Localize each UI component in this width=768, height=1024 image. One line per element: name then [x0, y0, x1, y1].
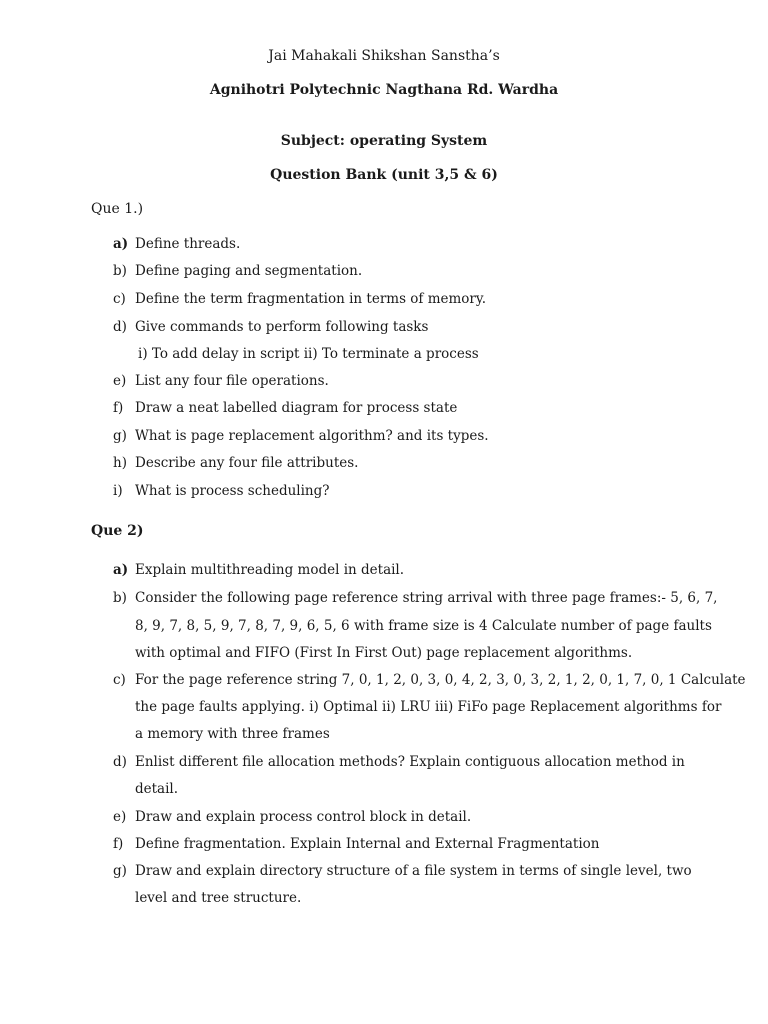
item-letter: a)	[113, 236, 129, 252]
item-letter: e)	[113, 809, 127, 825]
institute-name: Agnihotri Polytechnic Nagthana Rd. Wardha	[209, 82, 559, 98]
trust-name: Jai Mahakali Shikshan Sanstha’s	[268, 48, 500, 64]
que1-label: Que 1.)	[91, 201, 144, 217]
item-letter: c)	[113, 672, 126, 688]
item-text: Describe any four file attributes.	[135, 455, 359, 471]
item-letter: g)	[113, 863, 127, 879]
item-text: Draw a neat labelled diagram for process state	[135, 400, 458, 416]
item-letter: b)	[113, 263, 127, 279]
item-letter: a)	[113, 562, 129, 578]
que2-item-b-line3: with optimal and FIFO (First In First Out) page replacement algorithms.	[135, 645, 633, 661]
item-text: Define threads.	[135, 236, 241, 252]
item-letter: g)	[113, 428, 127, 444]
item-letter: i)	[113, 483, 123, 499]
item-text: Draw and explain process control block in detail.	[135, 809, 472, 825]
item-text: Define paging and segmentation.	[135, 263, 363, 279]
que2-item-b-line2: 8, 9, 7, 8, 5, 9, 7, 8, 7, 9, 6, 5, 6 with frame size is 4 Calculate number of page faults	[135, 618, 712, 634]
item-text: Give commands to perform following tasks	[135, 319, 429, 335]
item-text: What is process scheduling?	[135, 483, 330, 499]
item-text: Consider the following page reference string arrival with three page frames:- 5, 6, 7,	[135, 590, 718, 606]
que2-item-c-line2: the page faults applying. i) Optimal ii) LRU iii) FiFo page Replacement algorithms for	[135, 699, 722, 715]
item-letter: h)	[113, 455, 127, 471]
item-letter: e)	[113, 373, 127, 389]
item-letter: c)	[113, 291, 126, 307]
item-text: Draw and explain directory structure of a file system in terms of single level, two	[135, 863, 692, 879]
item-letter: b)	[113, 590, 127, 606]
item-letter: d)	[113, 754, 127, 770]
question-bank-title: Question Bank (unit 3,5 & 6)	[270, 167, 498, 183]
que2-item-d-line2: detail.	[135, 781, 179, 797]
item-text: For the page reference string 7, 0, 1, 2, 0, 3, 0, 4, 2, 3, 0, 3, 2, 1, 2, 0, 1, 7, 0, 1 Calculate	[135, 672, 746, 688]
item-letter: f)	[113, 836, 124, 852]
item-text: Enlist different file allocation methods? Explain contiguous allocation method in	[135, 754, 685, 770]
que1-item-d-sub: i) To add delay in script ii) To terminate a process	[138, 346, 479, 362]
item-letter: f)	[113, 400, 124, 416]
subject-title: Subject: operating System	[280, 133, 488, 149]
item-text: Define the term fragmentation in terms of memory.	[135, 291, 487, 307]
item-text: Explain multithreading model in detail.	[135, 562, 405, 578]
que2-label: Que 2)	[91, 523, 144, 539]
item-text: Define fragmentation. Explain Internal and External Fragmentation	[135, 836, 600, 852]
item-text: List any four file operations.	[135, 373, 329, 389]
que2-item-g-line2: level and tree structure.	[135, 890, 302, 906]
item-text: What is page replacement algorithm? and its types.	[135, 428, 489, 444]
que2-item-c-line3: a memory with three frames	[135, 726, 330, 742]
item-letter: d)	[113, 319, 127, 335]
